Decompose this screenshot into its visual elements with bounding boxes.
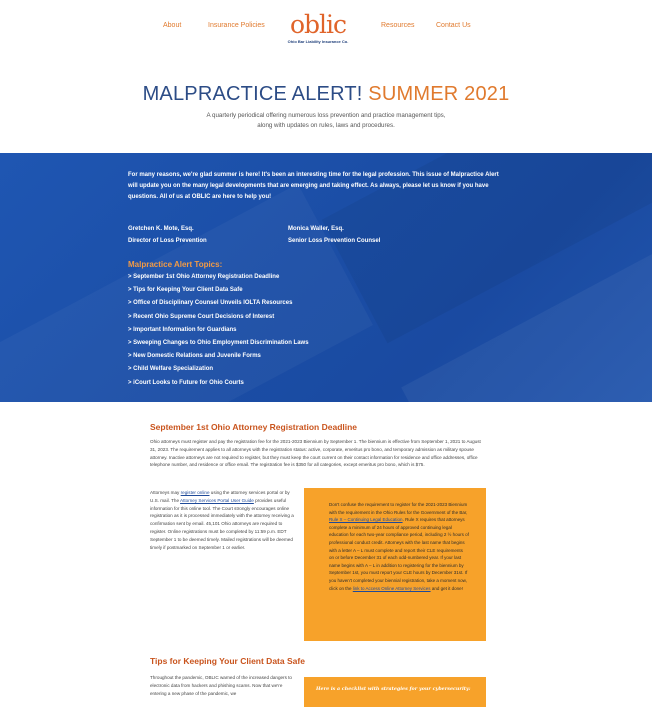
topic-link-client-data[interactable]: > Tips for Keeping Your Client Data Safe xyxy=(128,287,243,294)
top-navigation xyxy=(0,0,652,60)
signature-name: Monica Waller, Esq. xyxy=(288,226,344,232)
signature-title: Director of Loss Prevention xyxy=(128,238,207,244)
text-segment: . Rule X requires that attorneys complete a minimum of 24 hours of approved continuing legal education for each two-year compliance period, including 2 ½ hours of professional conduct credit. Attorneys with the last name that begins with a letter A – L must complete and report their CLE requirements on or before December 31 of each odd-numbered year. If your last name begins with A – L in addition to registering for the biennium by September 1st, you must report your CLE hours by December 31st. If you haven't completed your biennial registration, take a moment now, click on the xyxy=(329,517,469,591)
section-title-client-data: Tips for Keeping Your Client Data Safe xyxy=(150,656,305,666)
topic-link-supreme-court[interactable]: > Recent Ohio Supreme Court Decisions of Interest xyxy=(128,313,275,320)
oblic-logo[interactable] xyxy=(286,10,350,46)
section-title-registration: September 1st Ohio Attorney Registration Deadline xyxy=(150,422,358,432)
signature-name: Gretchen K. Mote, Esq. xyxy=(128,226,194,232)
registration-paragraph: Ohio attorneys must register and pay the registration fee for the 2021-2023 Biennium by September 1. The biennium is effective from September 1, 2021 to August 31, 2023. The requirement applies to all attorneys with the registration status: active, corporate, emeritus pro bono, and temporary admission as military spouse attorney. Inactive attorneys are not required to register, but they must keep the court current on their contact information for residence and office addresses, office telephone number, and residence or office email. The registration fee is $350 for all categories, except emeritus pro bono, which is $75. xyxy=(150,439,481,468)
client-data-paragraph: Throughout the pandemic, OBLIC warned of the increased dangers to electronic data from hackers and phishing scams. Now that we're entering a new phase of the pandemic, we xyxy=(150,675,292,696)
page-title xyxy=(0,83,652,106)
topic-link-iolta[interactable]: > Office of Disciplinary Counsel Unveils IOLTA Resources xyxy=(128,300,293,307)
topic-link-guardians[interactable]: > Important Information for Guardians xyxy=(128,326,237,333)
nav-insurance-policies-link[interactable]: Insurance Policies xyxy=(208,22,265,29)
topic-link-domestic-relations[interactable]: > New Domestic Relations and Juvenile Forms xyxy=(128,353,261,360)
cle-callout-text xyxy=(329,501,469,592)
signature-mote xyxy=(128,223,207,247)
cybersecurity-callout-box xyxy=(304,677,486,707)
text-segment: provides useful information for this online tool. The Court strongly encourages online registration as it is processed immediately with the attorney receiving a confirmation sent by email. 45,101 Ohio attorneys are required to register. Online registrations must be completed by 11:59 p.m. EDT September 1 to be deemed timely. Mailed registrations will be deemed timely if postmarked on September 1 or earlier. xyxy=(150,497,294,550)
topic-link-registration[interactable]: > September 1st Ohio Attorney Registration Deadline xyxy=(128,274,280,280)
intro-text: For many reasons, we're glad summer is here! It's been an interesting time for the legal profession. This issue of Malpractice Alert will update you on the many legal developments that are emerging and taking effect. As always, please let us know if you have questions. All of us at OBLIC are here to help you! xyxy=(128,172,499,200)
text-segment: using the attorney services portal or by U.S. mail. The xyxy=(150,490,290,503)
rule-x-cle-link[interactable]: Rule X – Continuing Legal Education xyxy=(329,517,403,523)
text-segment: Don't confuse the requirement to register for the 2021-2023 Biennium with the requirement in the Ohio Rules for the Government of the Bar, xyxy=(329,502,468,515)
nav-contact-us-link[interactable]: Contact Us xyxy=(436,22,471,29)
signature-waller xyxy=(288,223,380,247)
logo-tagline: Ohio Bar Liability Insurance Co. xyxy=(287,39,349,44)
topic-link-child-welfare[interactable]: > Child Welfare Specialization xyxy=(128,366,214,373)
page-title-season: SUMMER 2021 xyxy=(368,83,510,105)
subtitle-line-2: along with updates on rules, laws and procedures. xyxy=(257,122,395,129)
subtitle-line-1: A quarterly periodical offering numerous loss prevention and practice management tips, xyxy=(206,112,446,119)
intro-band xyxy=(0,153,652,402)
topic-link-icourt[interactable]: > iCourt Looks to Future for Ohio Courts xyxy=(128,379,244,386)
logo-wordmark: oblic xyxy=(289,10,347,39)
nav-resources-link[interactable]: Resources xyxy=(381,22,415,29)
signature-title: Senior Loss Prevention Counsel xyxy=(288,238,381,244)
topics-list xyxy=(128,271,309,390)
text-segment: and get it done! xyxy=(430,585,463,591)
register-online-link[interactable]: register online xyxy=(180,490,210,495)
topic-link-employment-discrimination[interactable]: > Sweeping Changes to Ohio Employment Discrimination Laws xyxy=(128,340,309,347)
cybersecurity-callout-text: Here is a checklist with strategies for your cybersecurity: xyxy=(316,686,471,692)
cle-callout-box xyxy=(304,488,486,641)
portal-user-guide-link[interactable]: Attorney Services Portal User Guide xyxy=(180,497,254,503)
registration-online-paragraph xyxy=(150,489,298,551)
text-segment: Attorneys may xyxy=(150,490,181,495)
page-subtitle xyxy=(0,111,652,131)
nav-about-link[interactable]: About xyxy=(163,22,182,29)
topics-heading: Malpractice Alert Topics: xyxy=(128,260,223,269)
page-title-main: MALPRACTICE ALERT! xyxy=(142,83,363,105)
online-attorney-services-link[interactable]: link to Access Online Attorney Services xyxy=(352,585,431,591)
